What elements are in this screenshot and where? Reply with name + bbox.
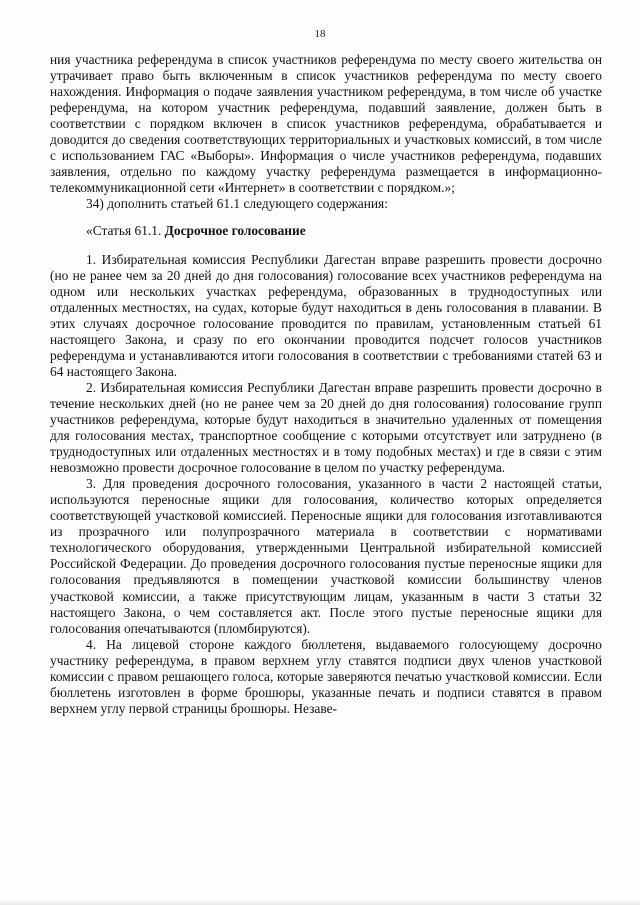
page-number: 18	[314, 28, 326, 40]
amendment-item-34: 34) дополнить статьей 61.1 следующего содержания:	[86, 196, 388, 212]
continuation-paragraph: ния участника референдума в список участников референдума по месту своего жительства он утрачивает право быть включенным в список участников референдума по месту своего нахождения. Информация о подаче заявления участником референдума, в том числе об участке референдума, на котором участник референдума, подавший заявление, должен быть в соответствии с порядком включен в список участников референдума, обрабатывается и доводится до сведения соответствующих территориальных и участковых комиссий, в том числе с использованием ГАС «Выборы». Информация о числе участников референдума, подавших заявления, отдельно по каждому участку референдума размещается в информационно-телекоммуникационной сети «Интернет» в соответствии с порядком.»;	[50, 52, 602, 196]
article-heading	[50, 223, 602, 239]
scan-bottom-edge	[0, 899, 640, 905]
article-paragraph-4: 4. На лицевой стороне каждого бюллетеня, выдаваемого голосующему досрочно участнику референдума, в правом верхнем углу ставятся подписи двух членов участковой комиссии с правом решающего голоса, которые заверяются печатью участковой комиссии. Если бюллетень изготовлен в форме брошюры, указанные печать и подписи ставятся в правом верхнем углу первой страницы брошюры. Незаве-	[50, 636, 602, 716]
document-body	[50, 52, 602, 717]
article-paragraph-3: 3. Для проведения досрочного голосования, указанного в части 2 настоящей статьи, используются переносные ящики для голосования, количество которых определяется соответствующей участковой комиссией. Переносные ящики для голосования изготавливаются из прозрачного или полупрозрачного материала в соответствии с нормативами технологического оборудования, утвержденными Центральной избирательной комиссией Российской Федерации. До проведения досрочного голосования пустые переносные ящики для голосования предъявляются в помещении участковой комиссии большинству членов участковой комиссии, а также присутствующим лицам, указанным в части 3 статьи 32 настоящего Закона, о чем составляется акт. После этого пустые переносные ящики для голосования опечатываются (пломбируются).	[50, 476, 602, 636]
article-paragraph-2: 2. Избирательная комиссия Республики Дагестан вправе разрешить провести досрочно в течение нескольких дней (но не ранее чем за 20 дней до дня голосования) голосование групп участников референдума, которые будут находиться в значительно удаленных от помещения для голосования местах, транспортное сообщение с которыми отсутствует или затруднено (в труднодоступных или отдаленных местностях и в тому подобных местах) и где в связи с этим невозможно провести досрочное голосование в целом по участку референдума.	[50, 379, 602, 476]
article-paragraph-1: 1. Избирательная комиссия Республики Дагестан вправе разрешить провести досрочно (но не ранее чем за 20 дней до дня голосования) голосование всех участников референдума на одном или нескольких участках референдума, образованных в труднодоступных или отдаленных местностях, на судах, которые будут находиться в день голосования в плавании. В этих случаях досрочное голосование проводится по правилам, установленным статьей 61 настоящего Закона, и сразу по его окончании проводится подсчет голосов участников референдума и устанавливаются итоги голосования в соответствии с требованиями статей 63 и 64 настоящего Закона.	[50, 251, 602, 379]
article-heading-prefix: «Статья 61.1.	[86, 223, 165, 239]
article-heading-title: Досрочное голосование	[164, 223, 306, 239]
